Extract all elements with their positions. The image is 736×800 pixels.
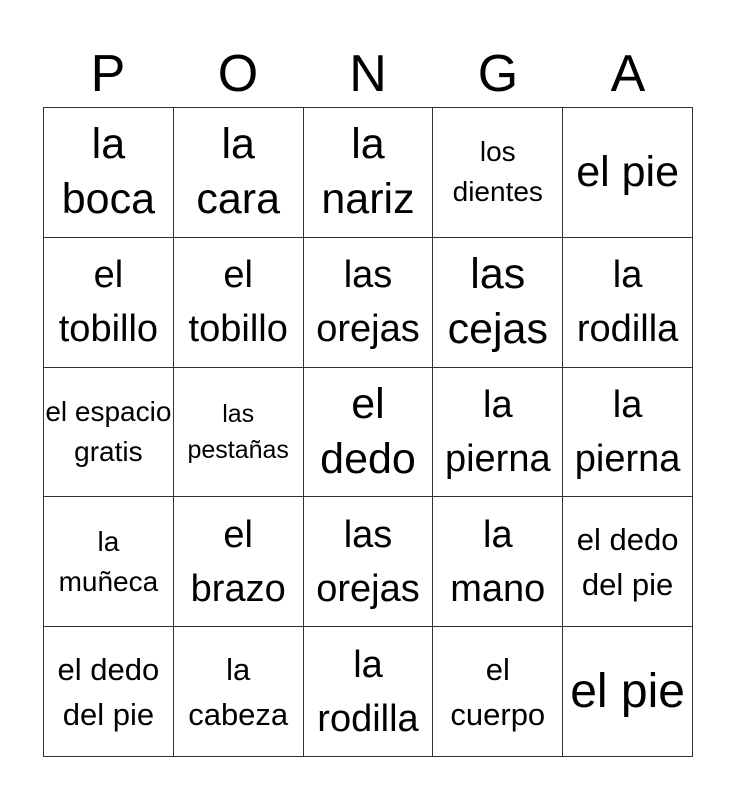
cell-text: el espacio gratis bbox=[45, 395, 172, 467]
cell-text: la pierna bbox=[574, 383, 681, 480]
cell-text: el dedo del pie bbox=[576, 521, 679, 602]
cell-text: la rodilla bbox=[317, 643, 419, 740]
bingo-cell[interactable] bbox=[433, 238, 563, 368]
cell-text: el brazo bbox=[190, 513, 286, 610]
cell-text: las pestañas bbox=[187, 399, 289, 464]
cell-text: la cara bbox=[196, 120, 281, 224]
bingo-cell[interactable] bbox=[44, 627, 174, 757]
cell-text: las orejas bbox=[316, 513, 420, 610]
bingo-cell[interactable] bbox=[174, 238, 304, 368]
bingo-cell[interactable] bbox=[563, 497, 693, 627]
cell-text: la nariz bbox=[321, 120, 415, 224]
bingo-cell[interactable] bbox=[174, 108, 304, 238]
cell-text: el pie bbox=[570, 664, 685, 718]
bingo-cell[interactable] bbox=[44, 108, 174, 238]
header-letter-o: O bbox=[217, 45, 259, 103]
cell-text: la pierna bbox=[444, 383, 551, 480]
bingo-cell[interactable] bbox=[563, 238, 693, 368]
cell-text: el cuerpo bbox=[450, 651, 546, 732]
bingo-cell[interactable] bbox=[304, 108, 434, 238]
bingo-cell[interactable] bbox=[44, 497, 174, 627]
cell-text: las cejas bbox=[447, 250, 548, 354]
bingo-cell[interactable] bbox=[563, 108, 693, 238]
bingo-cell[interactable] bbox=[433, 497, 563, 627]
cell-text: la mano bbox=[450, 513, 546, 610]
bingo-cell[interactable] bbox=[433, 627, 563, 757]
bingo-cell[interactable] bbox=[44, 368, 174, 498]
header-letter-g: G bbox=[477, 45, 519, 103]
cell-text: la rodilla bbox=[576, 254, 679, 351]
bingo-cell[interactable] bbox=[304, 497, 434, 627]
bingo-cell[interactable] bbox=[304, 627, 434, 757]
header-letter-a: A bbox=[610, 45, 646, 103]
bingo-cell[interactable] bbox=[563, 627, 693, 757]
cell-text: la cabeza bbox=[188, 651, 289, 732]
bingo-cell[interactable] bbox=[433, 368, 563, 498]
cell-text: las orejas bbox=[316, 254, 420, 351]
header-letter-n: N bbox=[349, 45, 387, 103]
bingo-header bbox=[43, 40, 693, 108]
header-letter-p: P bbox=[90, 45, 126, 103]
bingo-cell[interactable] bbox=[174, 497, 304, 627]
bingo-cell[interactable] bbox=[433, 108, 563, 238]
bingo-cell[interactable] bbox=[174, 627, 304, 757]
bingo-cell[interactable] bbox=[174, 368, 304, 498]
cell-text: la muñeca bbox=[58, 525, 159, 597]
cell-text: el dedo bbox=[320, 379, 416, 483]
cell-text: el tobillo bbox=[58, 254, 159, 351]
bingo-cell[interactable] bbox=[44, 238, 174, 368]
bingo-cell[interactable] bbox=[563, 368, 693, 498]
cell-text: los dientes bbox=[452, 136, 543, 208]
bingo-cell[interactable] bbox=[304, 368, 434, 498]
bingo-cell[interactable] bbox=[304, 238, 434, 368]
cell-text: el dedo del pie bbox=[57, 651, 160, 732]
cell-text: el tobillo bbox=[188, 254, 288, 351]
bingo-grid bbox=[43, 107, 693, 757]
cell-text: la boca bbox=[61, 120, 156, 224]
cell-text: el pie bbox=[576, 147, 679, 196]
